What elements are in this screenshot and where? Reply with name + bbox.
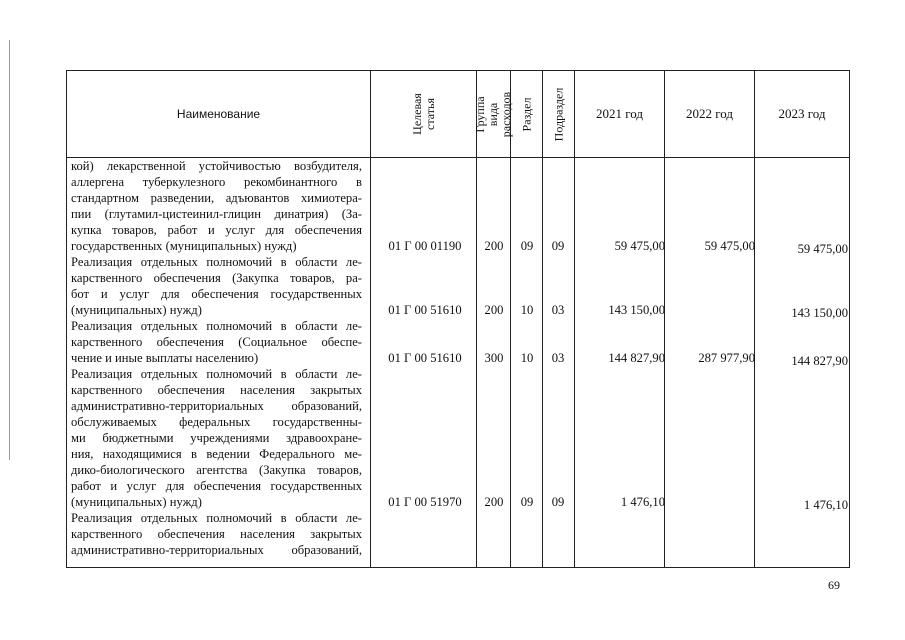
header-2022-label: 2022 год — [686, 106, 733, 121]
amount-2023: 144 827,90 — [791, 354, 848, 368]
description-line: бот и услуг для обеспечения государственных — [71, 287, 362, 301]
header-group-label: Группа вида расходов — [473, 91, 513, 137]
description-line: стандартном разведении, адъювантов химиотера- — [71, 191, 362, 205]
description-line: государственных (муниципальных) нужд) — [71, 239, 297, 253]
header-name — [67, 71, 370, 157]
amount-2023: 143 150,00 — [791, 306, 848, 320]
description-line: купка товаров, работ и услуг для обеспечения — [71, 223, 362, 237]
expense-group: 200 — [484, 239, 504, 253]
description-line: административно-территориальных образований, — [71, 543, 362, 557]
subsection-code: 09 — [551, 239, 565, 253]
section-code: 10 — [520, 351, 534, 365]
description-line: ния, находящимися в ведении Федерального ме- — [71, 447, 362, 461]
expense-group: 300 — [484, 351, 504, 365]
header-2023 — [755, 71, 849, 157]
description-line: обслуживаемых федеральных государственны- — [71, 415, 362, 429]
description-line: кой) лекарственной устойчивостью возбудителя, — [71, 159, 362, 173]
description-line: Реализация отдельных полномочий в области ле- — [71, 319, 362, 333]
subsection-code: 03 — [551, 351, 565, 365]
header-2022 — [665, 71, 754, 157]
budget-table — [66, 70, 850, 568]
description-line: карственного обеспечения (Социальное обеспе- — [71, 335, 362, 349]
description-line: карственного обеспечения населения закрытых — [71, 527, 362, 541]
description-line: (муниципальных) нужд) — [71, 495, 202, 509]
amount-2021: 1 476,10 — [620, 495, 665, 509]
description-line: чение и иные выплаты населению) — [71, 351, 259, 365]
amount-2023: 1 476,10 — [803, 498, 848, 512]
description-line: работ и услуг для обеспечения государственных — [71, 479, 362, 493]
amount-2022: 59 475,00 — [704, 239, 755, 253]
description-line: Реализация отдельных полномочий в области ле- — [71, 255, 362, 269]
description-line: Реализация отдельных полномочий в области ле- — [71, 511, 362, 525]
table-row-description — [71, 510, 362, 558]
description-line: аллергена туберкулезного рекомбинантного в — [71, 175, 362, 189]
table-row-description — [71, 158, 362, 254]
amount-2021: 144 827,90 — [608, 351, 665, 365]
amount-2022: 287 977,90 — [698, 351, 755, 365]
target-code: 01 Г 00 01190 — [388, 239, 462, 253]
target-code: 01 Г 00 51970 — [388, 495, 462, 509]
target-code: 01 Г 00 51610 — [388, 303, 462, 317]
header-subsection-label: Подраздел — [551, 87, 566, 141]
description-line: дико-биологического агентства (Закупка товаров, — [71, 463, 362, 477]
description-line: Реализация отдельных полномочий в области ле- — [71, 367, 362, 381]
scan-margin-line — [9, 40, 10, 460]
description-line: пии (глутамил-цистеинил-глицин динатрия) (За- — [71, 207, 362, 221]
description-line: (муниципальных) нужд) — [71, 303, 202, 317]
table-row-description — [71, 366, 362, 510]
table-row-description — [71, 254, 362, 318]
header-2021 — [575, 71, 664, 157]
subsection-code: 03 — [551, 303, 565, 317]
header-target-label: Целевая статья — [409, 93, 437, 135]
section-code: 09 — [520, 495, 534, 509]
header-name-label: Наименование — [176, 107, 261, 121]
amount-2023: 59 475,00 — [797, 242, 848, 256]
header-2023-label: 2023 год — [778, 106, 826, 121]
header-target — [371, 71, 476, 157]
description-line: карственного обеспечения населения закрытых — [71, 383, 362, 397]
header-section — [511, 71, 542, 157]
header-section-label: Раздел — [519, 97, 534, 131]
header-2021-label: 2021 год — [596, 106, 643, 121]
description-line: карственного обеспечения (Закупка товаров, ра- — [71, 271, 362, 285]
section-code: 09 — [520, 239, 534, 253]
expense-group: 200 — [484, 495, 504, 509]
subsection-code: 09 — [551, 495, 565, 509]
section-code: 10 — [520, 303, 534, 317]
page-number: 69 — [828, 578, 840, 592]
expense-group: 200 — [484, 303, 504, 317]
header-subsection — [543, 71, 574, 157]
amount-2021: 59 475,00 — [614, 239, 665, 253]
amount-2021: 143 150,00 — [608, 303, 665, 317]
table-row-description — [71, 318, 362, 366]
description-line: ми бюджетными учреждениями здравоохране- — [71, 431, 362, 445]
target-code: 01 Г 00 51610 — [388, 351, 462, 365]
header-group — [473, 71, 513, 157]
description-line: административно-территориальных образований, — [71, 399, 362, 413]
